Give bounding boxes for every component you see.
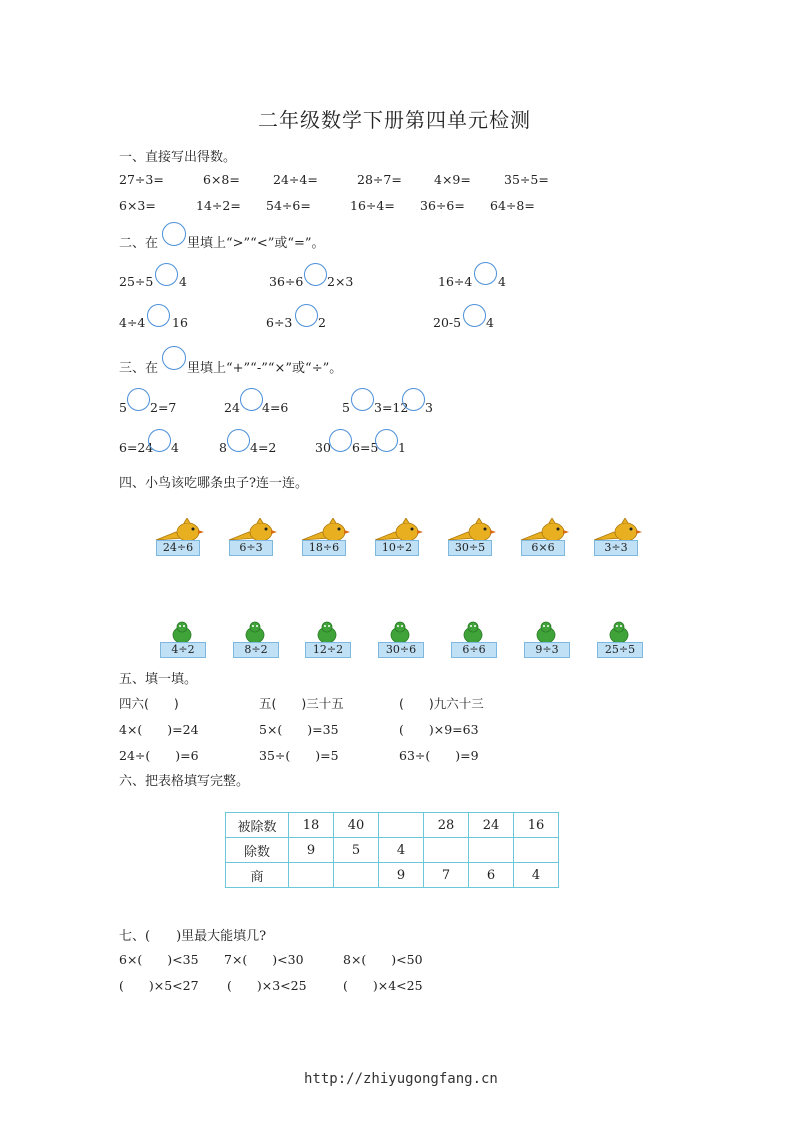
compare-right: 2×3 — [327, 274, 354, 289]
table-cell[interactable]: 4 — [514, 863, 559, 888]
problem: 35÷5= — [504, 172, 549, 187]
bug-card[interactable] — [233, 620, 279, 658]
bird-label: 3÷3 — [594, 540, 638, 556]
section-5-heading: 五、填一填。 — [119, 672, 198, 687]
bug-icon — [597, 620, 643, 644]
section-7-heading: 七、( )里最大能填几? — [119, 929, 267, 944]
problem: 64÷8= — [490, 198, 535, 213]
table-cell[interactable] — [379, 813, 424, 838]
answer-circle[interactable] — [402, 388, 425, 411]
table-cell[interactable]: 9 — [379, 863, 424, 888]
table-cell[interactable]: 5 — [334, 838, 379, 863]
fill-item[interactable]: 4×( )=24 — [119, 722, 199, 737]
fill-item[interactable]: 5×( )=35 — [259, 722, 339, 737]
inequality-item[interactable]: ( )×5<27 — [119, 978, 199, 993]
table-cell[interactable]: 28 — [424, 813, 469, 838]
section-3-heading-prefix: 三、在 — [119, 361, 159, 376]
bird-label: 18÷6 — [302, 540, 346, 556]
answer-circle[interactable] — [329, 429, 352, 452]
bug-label: 8÷2 — [233, 642, 279, 658]
operator-left: 5 — [342, 400, 350, 415]
problem: 14÷2= — [196, 198, 241, 213]
bug-card[interactable] — [597, 620, 643, 658]
table-cell[interactable]: 40 — [334, 813, 379, 838]
compare-left: 36÷6 — [269, 274, 304, 289]
table-cell[interactable] — [514, 838, 559, 863]
section-6-heading: 六、把表格填写完整。 — [119, 774, 250, 789]
compare-right: 4 — [179, 274, 187, 289]
problem: 36÷6= — [420, 198, 465, 213]
operator-tail: 1 — [398, 440, 406, 455]
compare-right: 2 — [318, 315, 326, 330]
bug-icon — [524, 620, 570, 644]
bird-card[interactable] — [446, 518, 498, 560]
section-2-heading-prefix: 二、在 — [119, 236, 159, 251]
table-cell: 除数 — [226, 838, 289, 863]
section-4-heading: 四、小鸟该吃哪条虫子?连一连。 — [119, 476, 308, 491]
answer-circle-icon — [162, 222, 186, 246]
bug-label: 25÷5 — [597, 642, 643, 658]
bird-label: 24÷6 — [156, 540, 200, 556]
table-cell[interactable] — [469, 838, 514, 863]
table-row — [226, 863, 559, 888]
operator-right: 6=5 — [352, 440, 379, 455]
section-1-heading: 一、直接写出得数。 — [119, 150, 237, 165]
bird-card[interactable] — [373, 518, 425, 560]
bug-icon — [305, 620, 351, 644]
problem: 28÷7= — [357, 172, 402, 187]
answer-circle[interactable] — [474, 262, 497, 285]
table-cell[interactable]: 6 — [469, 863, 514, 888]
answer-circle[interactable] — [147, 304, 170, 327]
bug-icon — [378, 620, 424, 644]
compare-right: 4 — [486, 315, 494, 330]
compare-right: 4 — [498, 274, 506, 289]
problem: 4×9= — [434, 172, 471, 187]
bird-card[interactable] — [227, 518, 279, 560]
bird-card[interactable] — [300, 518, 352, 560]
bug-label: 6÷6 — [451, 642, 497, 658]
fill-item[interactable]: ( )九六十三 — [399, 696, 484, 711]
table-cell: 商 — [226, 863, 289, 888]
bug-label: 4÷2 — [160, 642, 206, 658]
table-cell[interactable] — [334, 863, 379, 888]
fill-item[interactable]: 35÷( )=5 — [259, 748, 339, 763]
fill-item[interactable]: 五( )三十五 — [259, 696, 344, 711]
operator-tail: 3 — [425, 400, 433, 415]
table-cell: 被除数 — [226, 813, 289, 838]
operator-left: 6=24 — [119, 440, 154, 455]
inequality-item[interactable]: 8×( )<50 — [343, 952, 423, 967]
bird-label: 6×6 — [521, 540, 565, 556]
table-cell[interactable]: 7 — [424, 863, 469, 888]
answer-circle[interactable] — [155, 263, 178, 286]
bird-card[interactable] — [592, 518, 644, 560]
division-table — [225, 812, 559, 888]
problem: 24÷4= — [273, 172, 318, 187]
table-cell[interactable]: 9 — [289, 838, 334, 863]
bug-icon — [451, 620, 497, 644]
answer-circle[interactable] — [295, 304, 318, 327]
answer-circle[interactable] — [227, 429, 250, 452]
operator-right: 4 — [171, 440, 179, 455]
fill-item[interactable]: ( )×9=63 — [399, 722, 479, 737]
table-cell[interactable]: 18 — [289, 813, 334, 838]
bug-icon — [160, 620, 206, 644]
bird-label: 30÷5 — [448, 540, 492, 556]
bug-card[interactable] — [524, 620, 570, 658]
answer-circle[interactable] — [351, 388, 374, 411]
bird-label: 10÷2 — [375, 540, 419, 556]
problem: 6×8= — [203, 172, 240, 187]
table-row — [226, 838, 559, 863]
table-cell[interactable]: 4 — [379, 838, 424, 863]
fill-item[interactable]: 四六( ) — [119, 696, 179, 711]
inequality-item[interactable]: 7×( )<30 — [224, 952, 304, 967]
inequality-item[interactable]: ( )×4<25 — [343, 978, 423, 993]
compare-left: 6÷3 — [266, 315, 293, 330]
bug-label: 12÷2 — [305, 642, 351, 658]
problem: 54÷6= — [266, 198, 311, 213]
operator-right: 3=12 — [374, 400, 409, 415]
bug-card[interactable] — [378, 620, 424, 658]
bug-card[interactable] — [305, 620, 351, 658]
compare-left: 16÷4 — [438, 274, 473, 289]
table-row — [226, 813, 559, 838]
operator-right: 4=2 — [250, 440, 277, 455]
answer-circle[interactable] — [148, 429, 171, 452]
operator-left: 30 — [315, 440, 331, 455]
operator-right: 4=6 — [262, 400, 289, 415]
fill-item[interactable]: 63÷( )=9 — [399, 748, 479, 763]
compare-left: 25÷5 — [119, 274, 154, 289]
answer-circle-icon — [162, 346, 186, 370]
bug-card[interactable] — [451, 620, 497, 658]
answer-circle[interactable] — [375, 429, 398, 452]
problem: 6×3= — [119, 198, 156, 213]
bird-card[interactable] — [519, 518, 571, 560]
table-cell[interactable]: 16 — [514, 813, 559, 838]
footer-url[interactable]: http://zhiyugongfang.cn — [304, 1071, 498, 1087]
answer-circle[interactable] — [463, 304, 486, 327]
operator-left: 24 — [224, 400, 240, 415]
problem: 27÷3= — [119, 172, 164, 187]
compare-right: 16 — [172, 315, 188, 330]
answer-circle[interactable] — [127, 388, 150, 411]
fill-item[interactable]: 24÷( )=6 — [119, 748, 199, 763]
table-cell[interactable]: 24 — [469, 813, 514, 838]
operator-left: 8 — [219, 440, 227, 455]
bird-label: 6÷3 — [229, 540, 273, 556]
bug-label: 9÷3 — [524, 642, 570, 658]
inequality-item[interactable]: ( )×3<25 — [227, 978, 307, 993]
problem: 16÷4= — [350, 198, 395, 213]
compare-left: 4÷4 — [119, 315, 146, 330]
table-cell[interactable] — [424, 838, 469, 863]
answer-circle[interactable] — [304, 263, 327, 286]
answer-circle[interactable] — [240, 388, 263, 411]
operator-right: 2=7 — [150, 400, 177, 415]
bug-label: 30÷6 — [378, 642, 424, 658]
operator-left: 5 — [119, 400, 127, 415]
page-title: 二年级数学下册第四单元检测 — [258, 108, 531, 132]
section-2-heading-suffix: 里填上“>”“<”或“=”。 — [187, 236, 325, 251]
section-3-heading-suffix: 里填上“+”“-”“×”或“÷”。 — [187, 361, 343, 376]
bug-icon — [233, 620, 279, 644]
table-cell[interactable] — [289, 863, 334, 888]
compare-left: 20-5 — [433, 315, 462, 330]
bird-card[interactable] — [154, 518, 206, 560]
inequality-item[interactable]: 6×( )<35 — [119, 952, 199, 967]
bug-card[interactable] — [160, 620, 206, 658]
